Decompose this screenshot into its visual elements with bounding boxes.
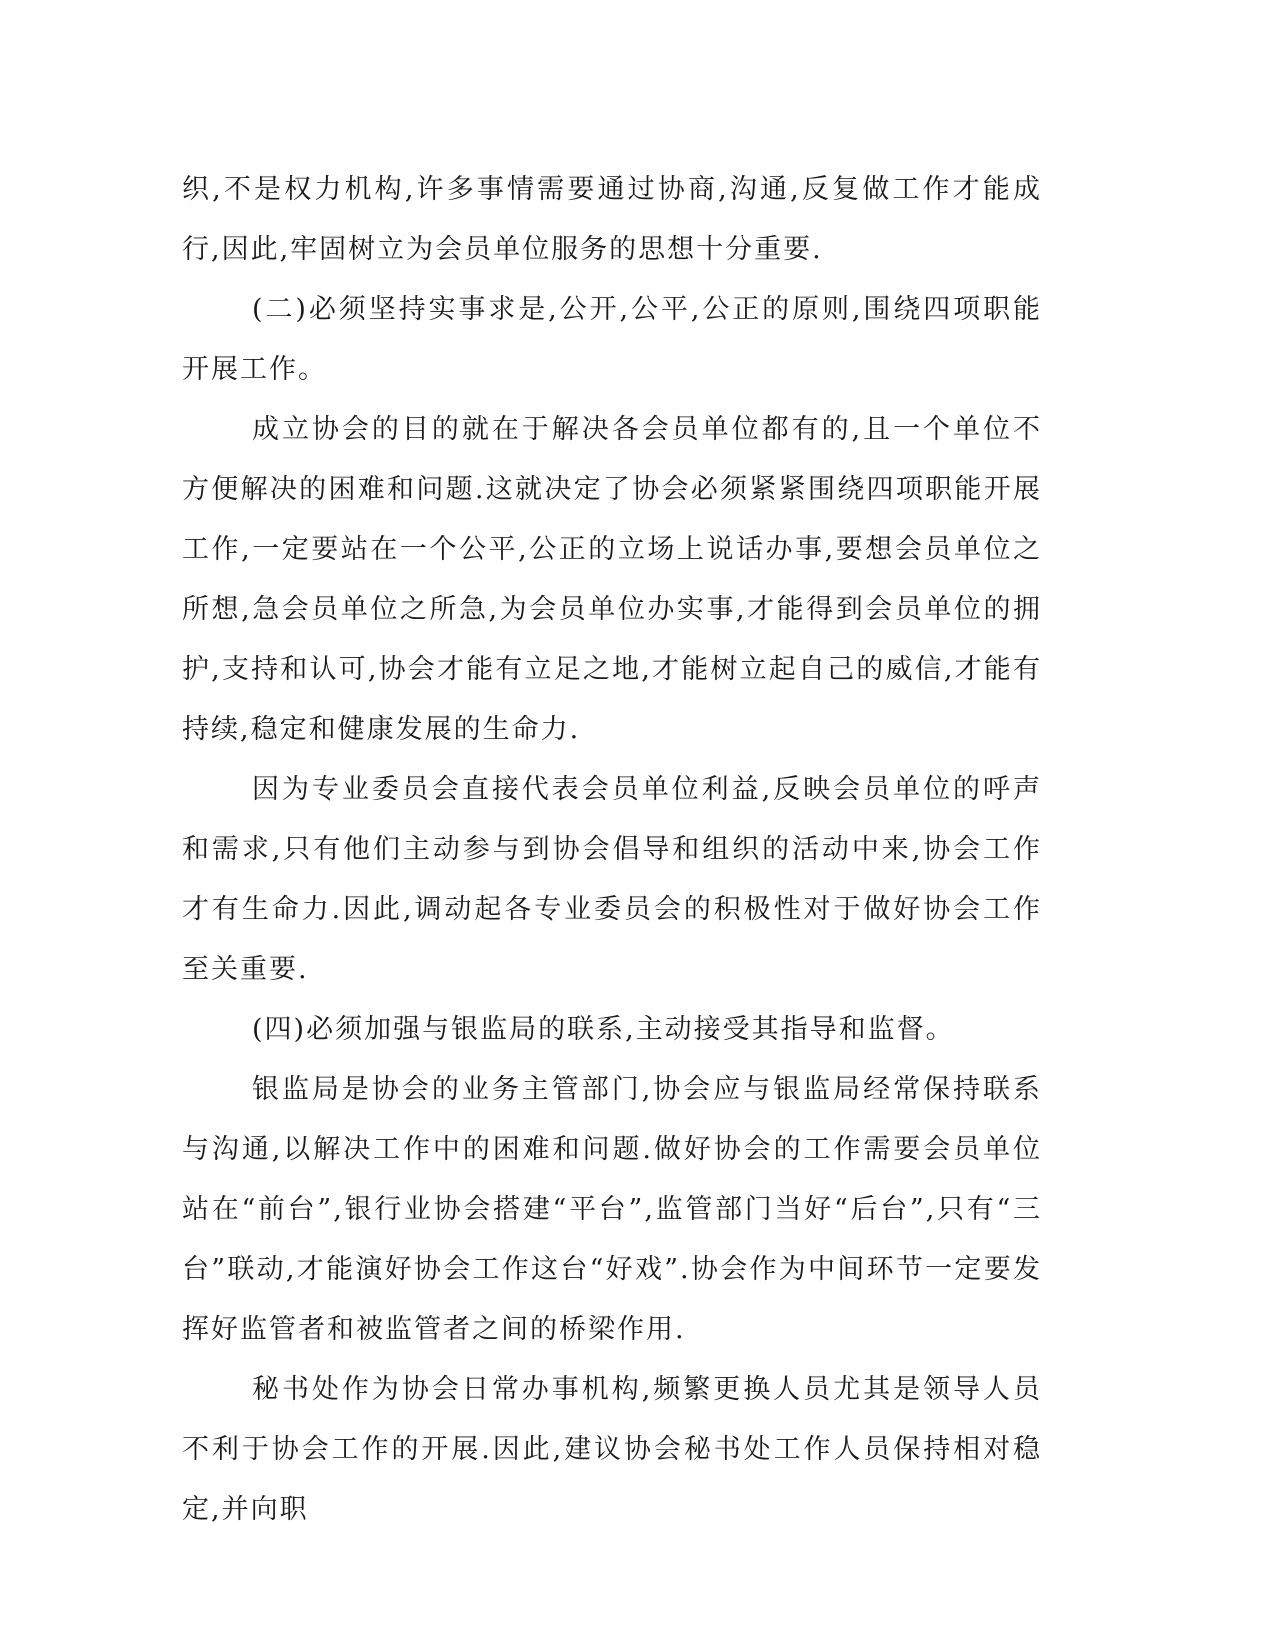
document-body [182,160,1042,1540]
paragraph-section-four-heading: (四)必须加强与银监局的联系,主动接受其指导和监督。 [252,1014,955,1045]
paragraph-continuation: 织,不是权力机构,许多事情需要通过协商,沟通,反复做工作才能成行,因此,牢固树立为会员单位服务的思想十分重要. [182,174,1042,265]
paragraph-regulator-relations: 银监局是协会的业务主管部门,协会应与银监局经常保持联系与沟通,以解决工作中的困难和问题.做好协会的工作需要会员单位站在“前台”,银行业协会搭建“平台”,监管部门当好“后台”,只有“三台”联动,才能演好协会工作这台“好戏”.协会作为中间环节一定要发挥好监管者和被监管者之间的桥梁作用. [182,1074,1042,1345]
paragraph-secretariat: 秘书处作为协会日常办事机构,频繁更换人员尤其是领导人员不利于协会工作的开展.因此,建议协会秘书处工作人员保持相对稳定,并向职 [182,1374,1042,1525]
paragraph-section-two-heading: (二)必须坚持实事求是,公开,公平,公正的原则,围绕四项职能开展工作。 [182,294,1042,385]
paragraph-committees: 因为专业委员会直接代表会员单位利益,反映会员单位的呼声和需求,只有他们主动参与到协会倡导和组织的活动中来,协会工作才有生命力.因此,调动起各专业委员会的积极性对于做好协会工作至关重要. [182,774,1042,985]
paragraph-association-purpose: 成立协会的目的就在于解决各会员单位都有的,且一个单位不方便解决的困难和问题.这就决定了协会必须紧紧围绕四项职能开展工作,一定要站在一个公平,公正的立场上说话办事,要想会员单位之所想,急会员单位之所急,为会员单位办实事,才能得到会员单位的拥护,支持和认可,协会才能有立足之地,才能树立起自己的威信,才能有持续,稳定和健康发展的生命力. [182,414,1042,745]
